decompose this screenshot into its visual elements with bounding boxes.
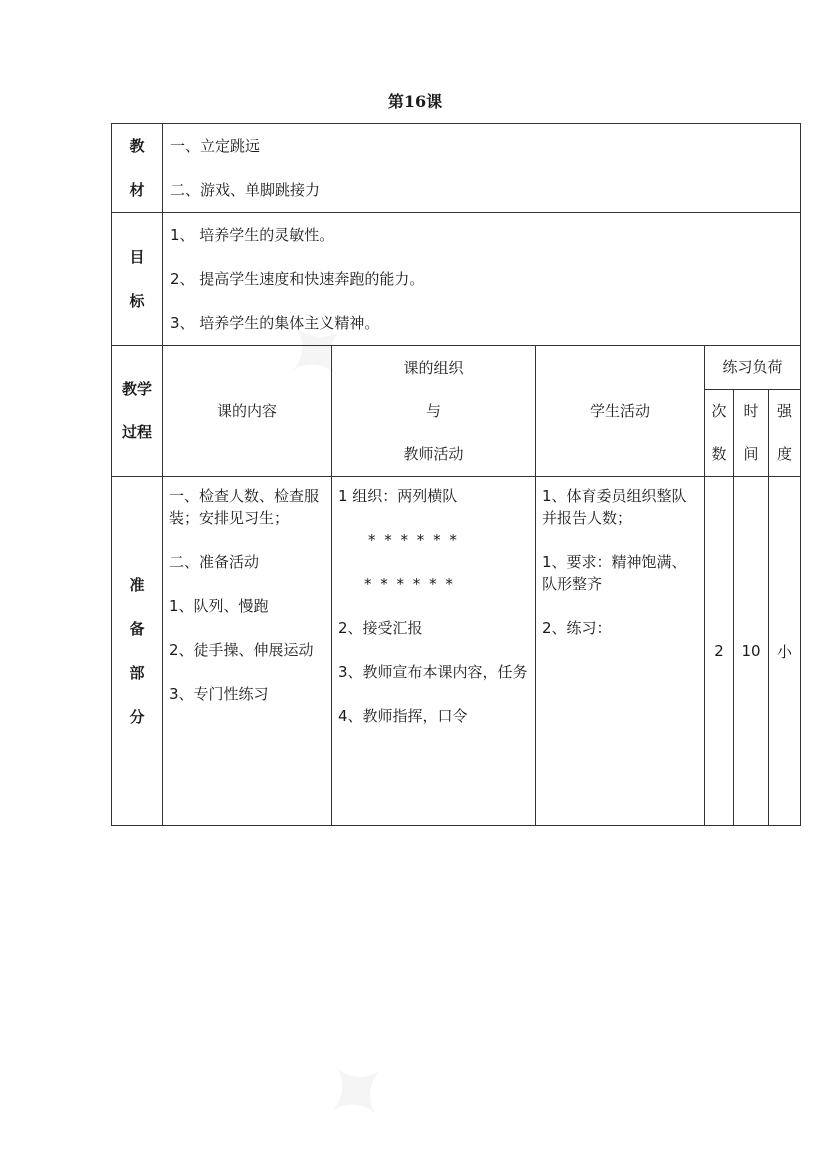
goals-content xyxy=(163,213,801,346)
header-time: 时 间 xyxy=(734,390,769,477)
student-item: 1、体育委员组织整队并报告人数； xyxy=(542,487,687,527)
org-item: 4、教师指挥，口令 xyxy=(338,707,468,725)
prep-content-item: 3、专门性练习 xyxy=(169,685,269,703)
header-student: 学生活动 xyxy=(536,346,705,477)
header-content: 课的内容 xyxy=(163,346,332,477)
materials-row xyxy=(112,124,801,213)
student-item: 2、练习： xyxy=(542,619,612,637)
header-intensity: 强 度 xyxy=(769,390,801,477)
org-item: 3、教师宣布本课内容，任务 xyxy=(338,663,528,681)
watermark-bottom xyxy=(295,1028,420,1157)
header-process: 教学 过程 xyxy=(112,346,163,477)
prep-organization xyxy=(332,477,536,826)
prep-content-item: 1、队列、慢跑 xyxy=(169,597,269,615)
prep-content xyxy=(163,477,332,826)
header-load: 练习负荷 xyxy=(705,346,801,390)
prep-intensity: 小 xyxy=(769,477,801,826)
header-row-1 xyxy=(112,346,801,390)
org-item: 1 组织：两列横队 xyxy=(338,487,458,505)
goals-row xyxy=(112,213,801,346)
prep-content-item: 2、徒手操、伸展运动 xyxy=(169,641,314,659)
prep-count: 2 xyxy=(705,477,734,826)
materials-item: 一、立定跳远 xyxy=(170,137,261,155)
prep-row xyxy=(112,477,801,826)
header-organization: 课的组织 与 教师活动 xyxy=(332,346,536,477)
student-item: 1、要求：精神饱满、队形整齐 xyxy=(542,553,687,593)
prep-content-item: 二、准备活动 xyxy=(169,553,260,571)
prep-time: 10 xyxy=(734,477,769,826)
materials-item: 二、游戏、单脚跳接力 xyxy=(170,181,321,199)
formation-row-1: * * * * * * xyxy=(368,531,459,549)
prep-label: 准 备 部 分 xyxy=(112,477,163,826)
org-item: 2、接受汇报 xyxy=(338,619,423,637)
lesson-table xyxy=(111,123,801,826)
formation-row-2: * * * * * * xyxy=(364,575,455,593)
header-count: 次 数 xyxy=(705,390,734,477)
materials-label: 教 材 xyxy=(112,124,163,213)
prep-content-item: 一、检查人数、检查服装；安排见习生； xyxy=(169,487,320,527)
goal-item: 2、 提高学生速度和快速奔跑的能力。 xyxy=(170,270,425,288)
materials-content xyxy=(163,124,801,213)
prep-student xyxy=(536,477,705,826)
goal-item: 3、 培养学生的集体主义精神。 xyxy=(170,314,380,332)
page-title: 第16课 xyxy=(387,92,443,111)
goal-item: 1、 培养学生的灵敏性。 xyxy=(170,226,335,244)
goals-label: 目 标 xyxy=(112,213,163,346)
